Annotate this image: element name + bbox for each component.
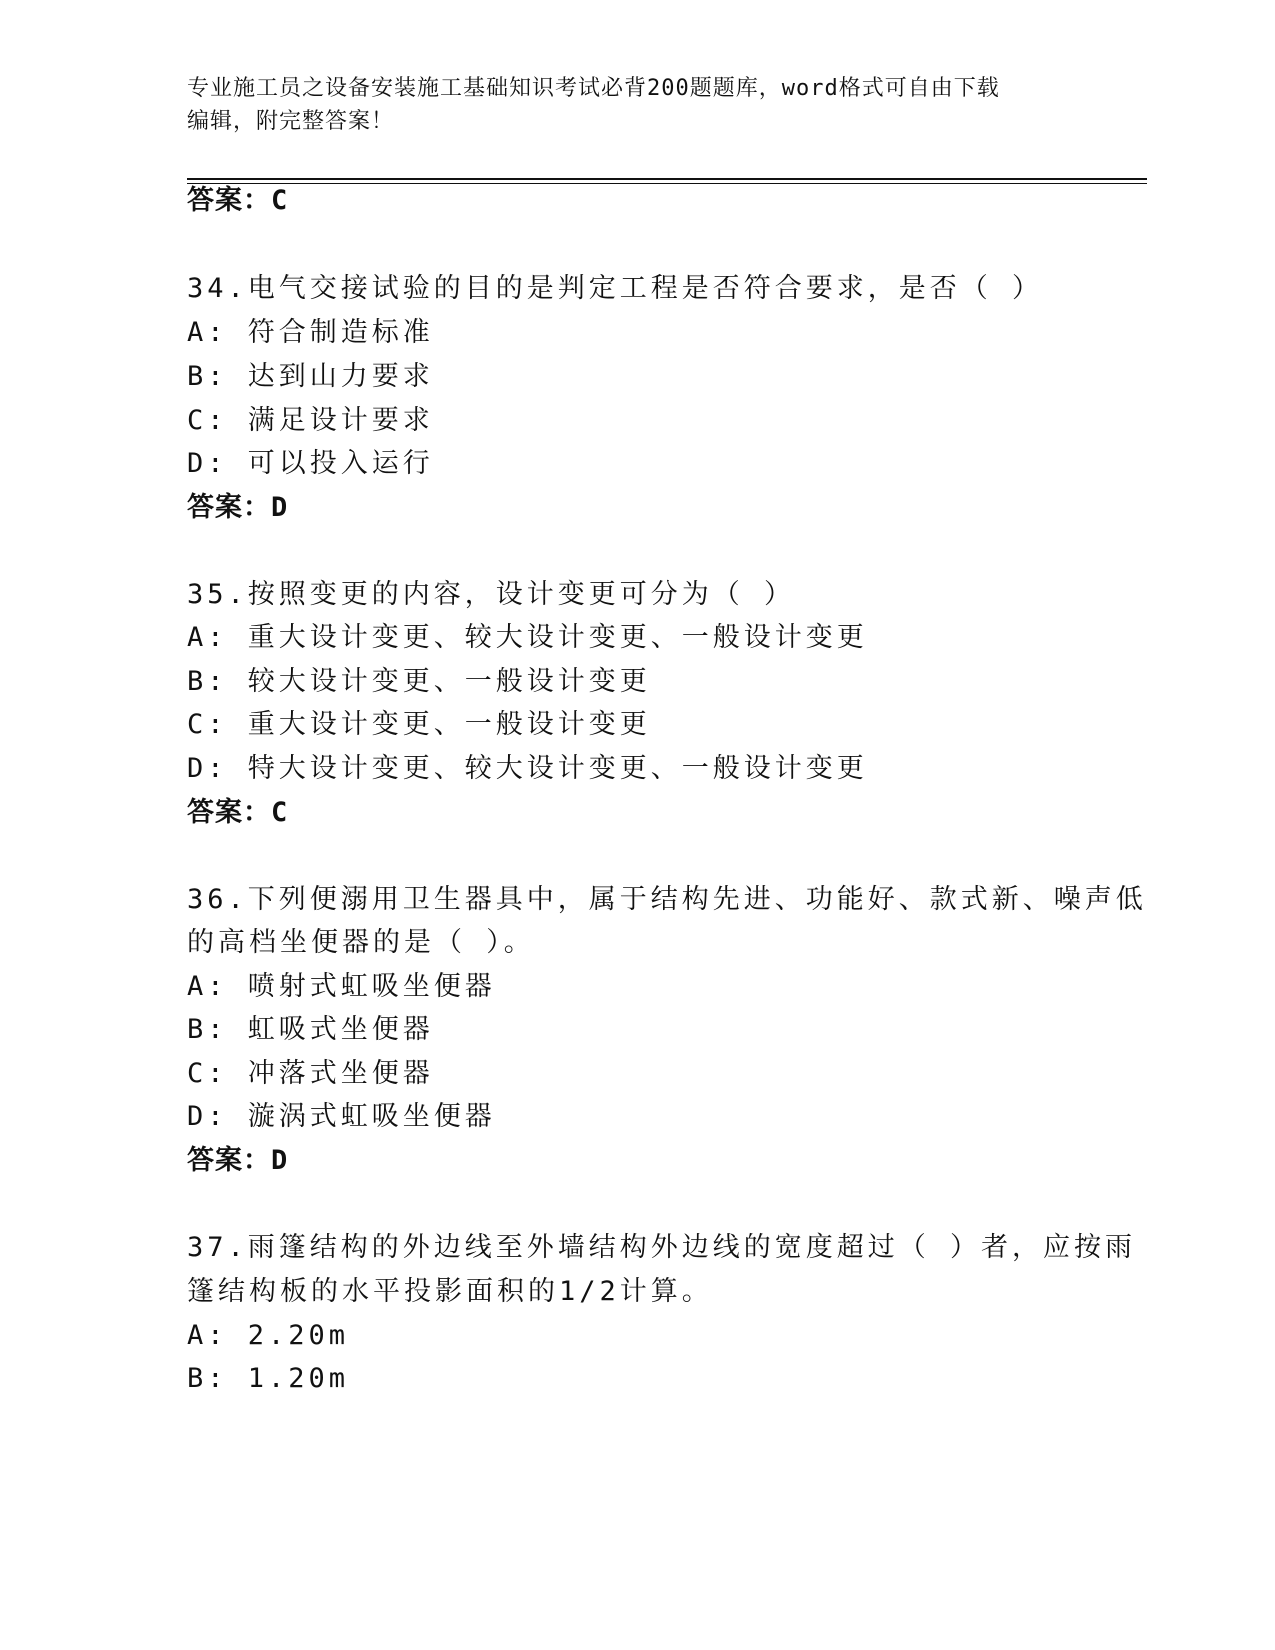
option-a: A: 符合制造标准 [187,317,434,348]
question-stem-line-2: 的高档坐便器的是（ ）。 [187,927,535,958]
document-header [187,72,1067,138]
question-stem: 35.按照变更的内容，设计变更可分为（ ） [187,579,796,610]
option-d: D: 可以投入运行 [187,448,434,479]
option-b: B: 1.20m [187,1363,350,1394]
option-c: C: 冲落式坐便器 [187,1058,434,1089]
option-c: C: 满足设计要求 [187,405,434,436]
question-stem-line-2: 篷结构板的水平投影面积的1/2计算。 [187,1276,713,1307]
header-line-2: 编辑，附完整答案！ [187,109,395,134]
answer-q33: 答案：C [187,185,289,216]
option-d: D: 漩涡式虹吸坐便器 [187,1101,496,1132]
question-stem: 34.电气交接试验的目的是判定工程是否符合要求，是否（ ） [187,273,1044,304]
option-a: A: 喷射式虹吸坐便器 [187,971,496,1002]
question-stem-line-1: 37.雨篷结构的外边线至外墙结构外边线的宽度超过（ ）者，应按雨 [187,1232,1137,1263]
option-c: C: 重大设计变更、一般设计变更 [187,709,651,740]
answer: 答案：D [187,1145,289,1176]
option-b: B: 虹吸式坐便器 [187,1014,434,1045]
option-a: A: 重大设计变更、较大设计变更、一般设计变更 [187,622,868,653]
header-divider-thick [187,178,1147,180]
answer: 答案：D [187,492,289,523]
question-stem-line-1: 36.下列便溺用卫生器具中，属于结构先进、功能好、款式新、噪声低 [187,884,1147,915]
option-d: D: 特大设计变更、较大设计变更、一般设计变更 [187,753,868,784]
option-a: A: 2.20m [187,1320,350,1351]
option-b: B: 较大设计变更、一般设计变更 [187,666,651,697]
answer: 答案：C [187,797,289,828]
header-divider-thin [187,183,1147,184]
header-line-1: 专业施工员之设备安装施工基础知识考试必背200题题库，word格式可自由下载 [187,76,1000,101]
option-b: B: 达到山力要求 [187,361,434,392]
